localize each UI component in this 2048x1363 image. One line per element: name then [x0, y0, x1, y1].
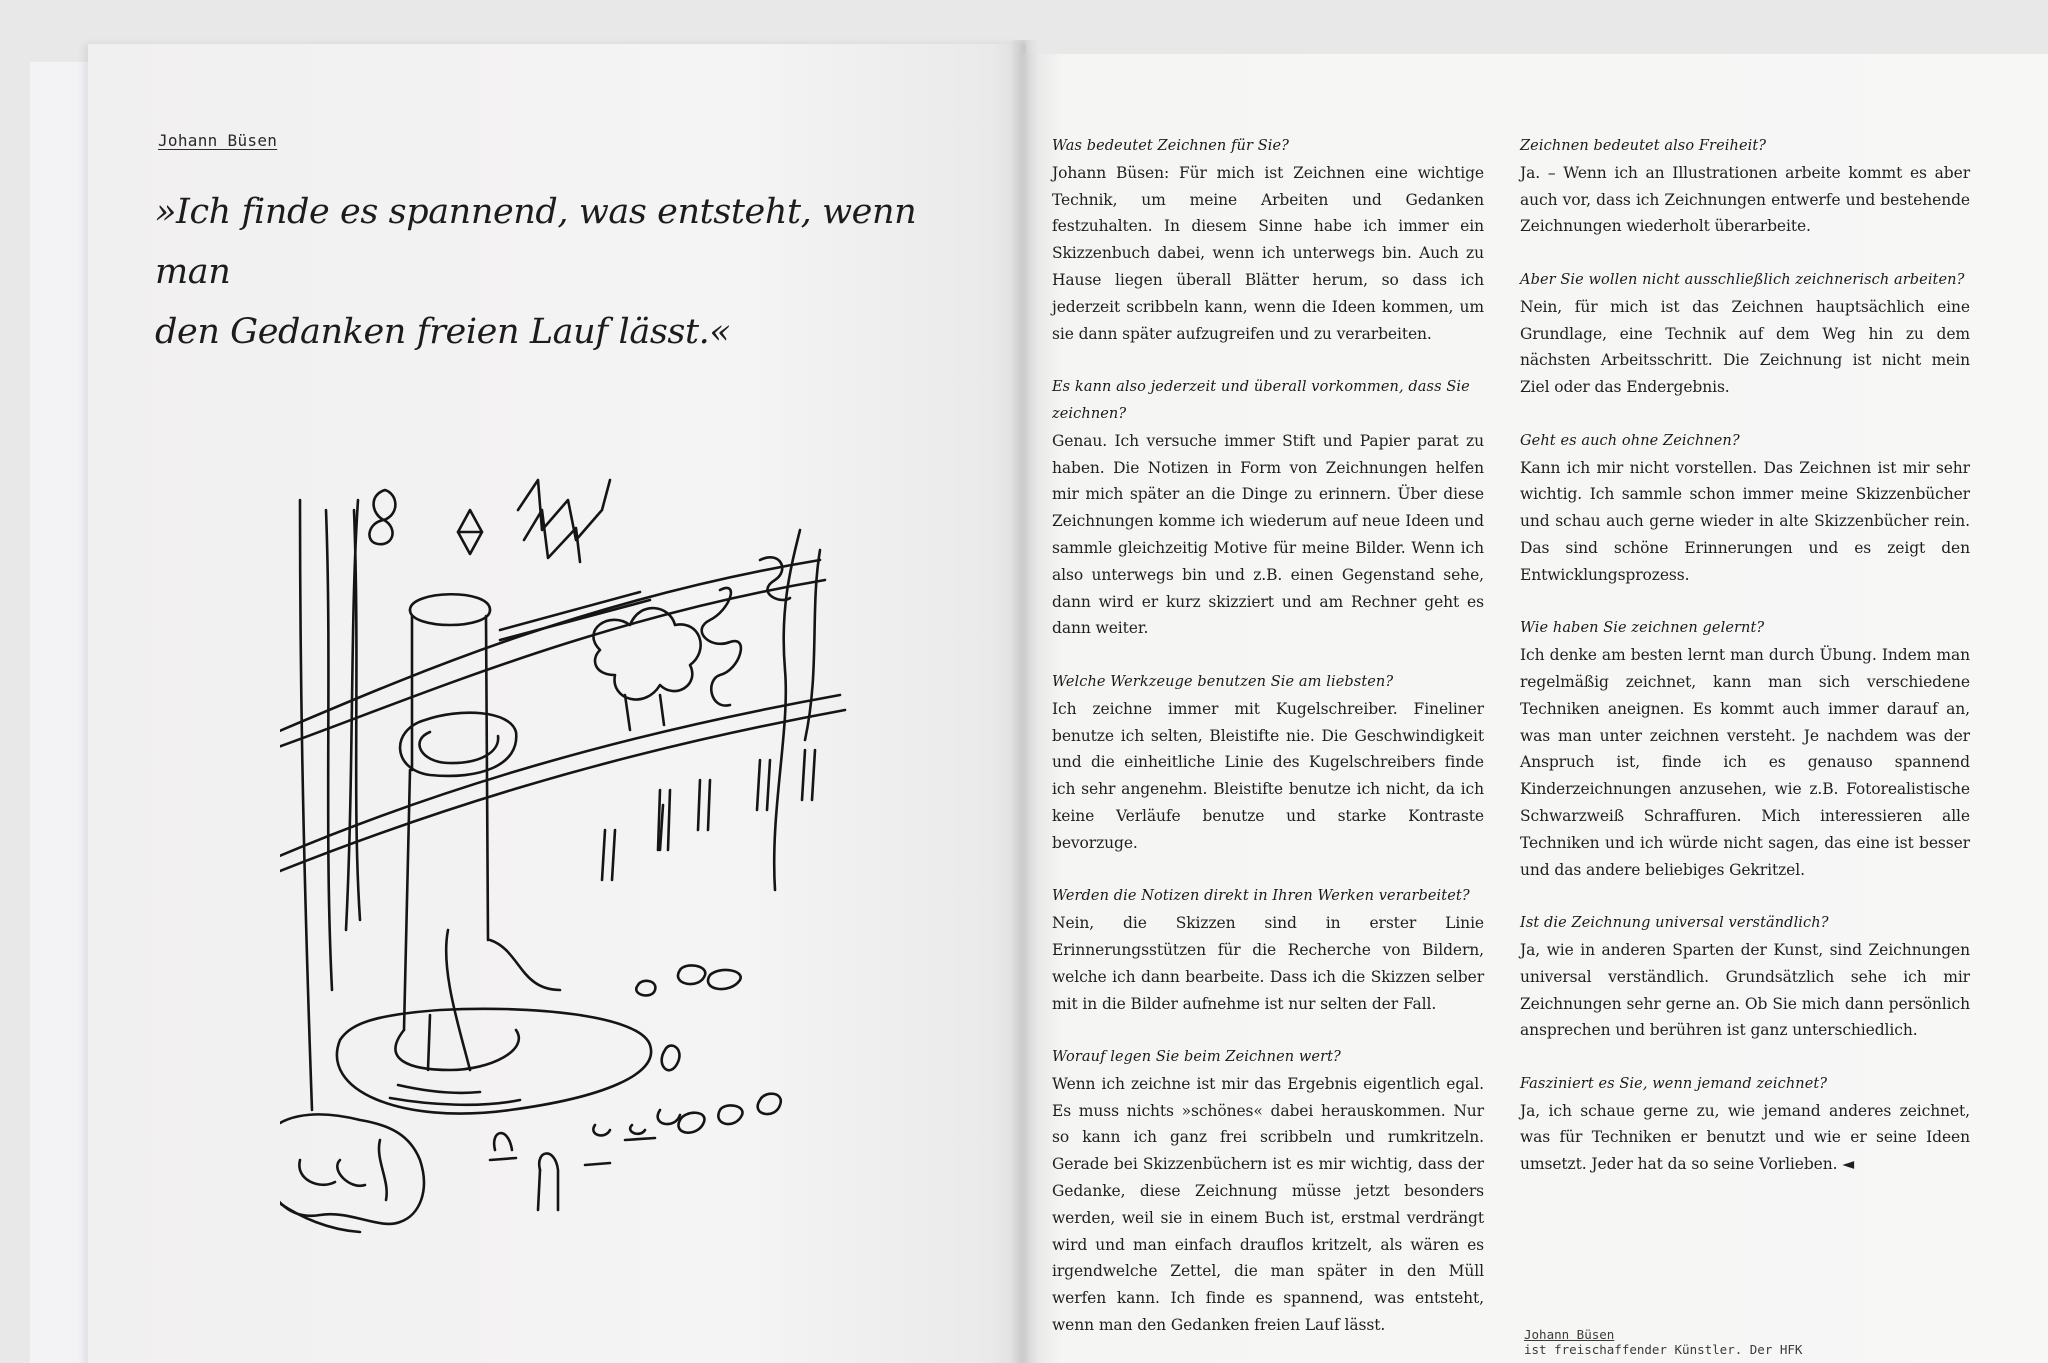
interview-question: Es kann also jederzeit und überall vorkommen, dass Sie zeichnen?	[1052, 379, 1470, 422]
interview-answer: Johann Büsen: Für mich ist Zeichnen eine wichtige Technik, um meine Arbeiten und Gedanken festzuhalten. In diesem Sinne habe ich immer ein Skizzenbuch dabei, wenn ich unterwegs bin. Auch zu Hause liegen überall Blätter herum, so dass ich jederzeit scribbeln kann, wenn die Ideen kommen, um sie dann später aufzugreifen und zu verarbeiten.	[1052, 163, 1484, 343]
interview-answer: Ja, wie in anderen Sparten der Kunst, sind Zeichnungen universal verständlich. Grundsätzlich sehe ich mir Zeichnungen sehr gerne an. Ob Sie mich dann persönlich ansprechen und berühren ist ganz unterschiedlich.	[1520, 940, 1970, 1040]
qa-block	[1520, 133, 1970, 240]
interview-question: Werden die Notizen direkt in Ihren Werken verarbeitet?	[1052, 888, 1470, 905]
interview-answer: Genau. Ich versuche immer Stift und Papier parat zu haben. Die Notizen in Form von Zeichnungen helfen mir mich später an die Dinge zu erinnern. Über diese Zeichnungen komme ich wiederum auf neue Ideen und sammle gleichzeitig Motive für meine Bilder. Wenn ich also unterwegs bin und z.B. einen Gegenstand sehe, dann wird er kurz skizziert und am Rechner geht es dann weiter.	[1052, 431, 1484, 638]
interview-answer: Ja, ich schaue gerne zu, wie jemand anderes zeichnet, was für Techniken er benutzt und wie er seine Ideen umsetzt. Jeder hat da so seine Vorlieben. ◄	[1520, 1101, 1970, 1174]
bio-text: ist freischaffender Künstler. Der HFK	[1524, 1342, 1803, 1357]
interview-question: Geht es auch ohne Zeichnen?	[1520, 432, 1740, 449]
interview-question: Welche Werkzeuge benutzen Sie am liebsten?	[1052, 673, 1394, 690]
author-name-tag: Johann Büsen	[158, 131, 278, 150]
interview-question: Worauf legen Sie beim Zeichnen wert?	[1052, 1049, 1341, 1066]
qa-block	[1052, 133, 1484, 347]
interview-question: Ist die Zeichnung universal verständlich?	[1520, 915, 1829, 932]
pen-sketch-illustration	[280, 470, 920, 1240]
interview-answer: Nein, für mich ist das Zeichnen hauptsächlich eine Grundlage, eine Technik auf dem Weg hin zu dem nächsten Arbeitsschritt. Die Zeichnung ist nicht mein Ziel oder das Endergebnis.	[1520, 297, 1970, 397]
interview-answer: Kann ich mir nicht vorstellen. Das Zeichnen ist mir sehr wichtig. Ich sammle schon immer meine Skizzenbücher und schau auch gerne wieder in alte Skizzenbücher rein. Das sind schöne Erinnerungen und es zeigt den Entwicklungsprozess.	[1520, 458, 1970, 584]
book-gutter-shadow	[1010, 40, 1040, 1363]
qa-block	[1520, 1071, 1970, 1178]
pull-quote-line-1: »Ich finde es spannend, was entsteht, wenn man	[155, 192, 917, 292]
interview-question: Fasziniert es Sie, wenn jemand zeichnet?	[1520, 1075, 1828, 1092]
interview-answer: Nein, die Skizzen sind in erster Linie Erinnerungsstützen für die Recherche von Bildern, welche ich dann bearbeite. Dass ich die Skizzen selber mit in die Bilder aufnehme ist nur selten der Fall.	[1052, 914, 1484, 1013]
interview-column-2	[1520, 133, 1970, 1205]
interview-answer: Ja. – Wenn ich an Illustrationen arbeite kommt es aber auch vor, dass ich Zeichnungen entwerfe und bestehende Zeichnungen wiederholt überarbeite.	[1520, 163, 1970, 236]
interview-question: Wie haben Sie zeichnen gelernt?	[1520, 620, 1765, 637]
qa-block	[1520, 267, 1970, 401]
interview-question: Zeichnen bedeutet also Freiheit?	[1520, 138, 1767, 154]
qa-block	[1520, 910, 1970, 1044]
interview-answer: Ich zeichne immer mit Kugelschreiber. Fineliner benutze ich selten, Bleistifte nie. Die Geschwindigkeit und die einheitliche Linie des Kugelschreibers finde ich sehr angenehm. Bleistifte benutze ich nicht, da ich keine Verläufe benutze und starke Kontraste bevorzuge.	[1052, 699, 1484, 852]
interview-column-1	[1052, 133, 1484, 1363]
author-bio	[1524, 1327, 1802, 1357]
interview-question: Aber Sie wollen nicht ausschließlich zeichnerisch arbeiten?	[1520, 271, 1965, 288]
pull-quote-line-2: den Gedanken freien Lauf lässt.«	[155, 312, 731, 352]
pull-quote	[155, 182, 935, 362]
qa-block	[1052, 1044, 1484, 1339]
qa-block	[1520, 615, 1970, 883]
interview-answer: Wenn ich zeichne ist mir das Ergebnis eigentlich egal. Es muss nichts »schönes« dabei herauskommen. Nur so kann ich ganz frei scribbeln und rumkritzeln. Gerade bei Skizzenbüchern ist es mir wichtig, dass der Gedanke, diese Zeichnung müsse jetzt besonders werden, weil sie in einem Buch ist, erstmal verdrängt wird und man einfach drauflos kritzelt, als wären es irgendwelche Zettel, die man später in den Müll werfen kann. Ich finde es spannend, was entsteht, wenn man den Gedanken freien Lauf lässt.	[1052, 1074, 1484, 1335]
qa-block	[1052, 883, 1484, 1017]
qa-block	[1052, 669, 1484, 857]
qa-block	[1052, 374, 1484, 642]
bio-name: Johann Büsen	[1524, 1327, 1615, 1342]
interview-question: Was bedeutet Zeichnen für Sie?	[1052, 138, 1290, 154]
qa-block	[1520, 428, 1970, 589]
interview-answer: Ich denke am besten lernt man durch Übung. Indem man regelmäßig zeichnet, kann man sich verschiedene Techniken aneignen. Es kommt auch immer darauf an, was man unter zeichnen versteht. Je nachdem was der Anspruch ist, finde ich es genauso spannend Kinderzeichnungen anzusehen, wie z.B. Fotorealistische Schwarzweiß Schraffuren. Mich interessieren alle Techniken und ich würde nicht sagen, das eine ist besser und das andere beliebiges Gekritzel.	[1520, 646, 1970, 879]
